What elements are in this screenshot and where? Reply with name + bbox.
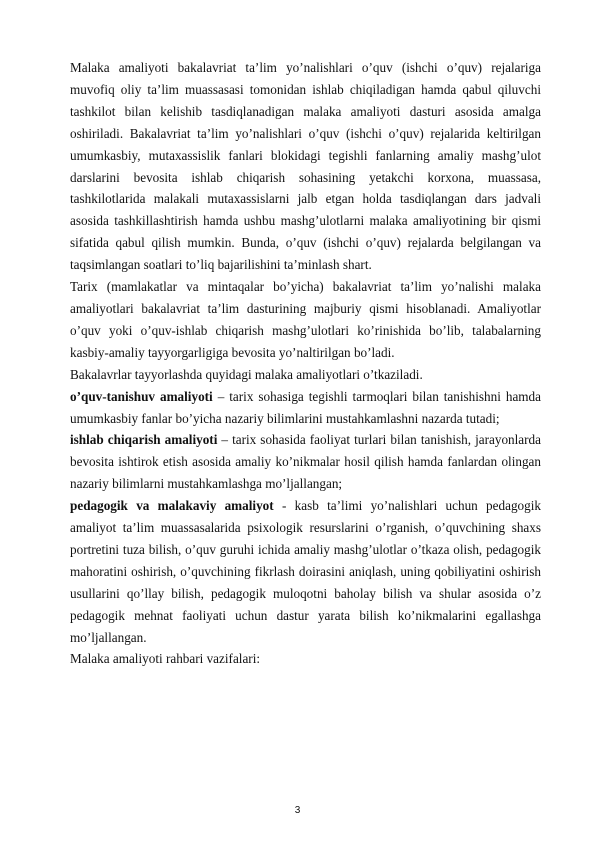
paragraph-production-practice xyxy=(70,429,541,495)
paragraph-study-practice-text: – tarix sohasiga tegishli tarmoqlari bilan tanishishni hamda umumkasbiy fanlar bo’yicha nazariy bilimlarini mustahkamlashni nazarda tutadi; xyxy=(70,388,541,426)
paragraph-study-practice xyxy=(70,386,541,430)
term-pedagogical-practice: pedagogik va malakaviy amaliyot xyxy=(70,498,274,514)
paragraph-history xyxy=(70,276,541,364)
paragraph-supervisor-duties-text: Malaka amaliyoti rahbari vazifalari: xyxy=(70,651,261,667)
document-body xyxy=(70,57,541,670)
paragraph-practice-list-heading xyxy=(70,364,541,386)
paragraph-intro-text: Malaka amaliyoti bakalavriat ta’lim yo’nalishlari o’quv (ishchi o’quv) rejalariga muvofiq oliy ta’lim muassasasi tomonidan ishlab chiqiladigan hamda qabul qiluvchi tashkilot bilan kelishib tasdiqlanadigan malaka amaliyoti dasturi asosida amalga oshiriladi. Bakalavriat ta’lim yo’nalishlari o’quv (ishchi o’quv) rejalarida keltirilgan umumkasbiy, mutaxassislik fanlari blokidagi tegishli fanlarning amaliy mashg’ulot darslarini bevosita ishlab chiqarish sohasining yetakchi korxona, muassasa, tashkilotlarida malakali mutaxassislarni jalb etgan holda tasdiqlangan dars jadvali asosida tashkillashtirish hamda ushbu mashg’ulotlarni malaka amaliyotining bir qismi sifatida qabul qilish mumkin. Bunda, o’quv (ishchi o’quv) rejalarda belgilangan va taqsimlangan soatlari to’liq bajarilishini ta’minlash shart. xyxy=(70,60,541,273)
term-study-practice: o’quv-tanishuv amaliyoti xyxy=(70,388,213,404)
paragraph-intro xyxy=(70,57,541,276)
term-production-practice: ishlab chiqarish amaliyoti xyxy=(70,432,218,448)
paragraph-production-practice-text: – tarix sohasida faoliyat turlari bilan tanishish, jarayonlarda bevosita ishtirok etish asosida amaliy ko’nikmalar hosil qilish hamda fanlardan olingan nazariy bilimlarni mustahkamlashga mo’ljallangan; xyxy=(70,432,541,492)
paragraph-pedagogical-practice-text: - kasb ta’limi yo’nalishlari uchun pedagogik amaliyot ta’lim muassasalarida psixologik resurslarini o’rganish, o’quvchining shaxs portretini tuza bilish, o’quv guruhi ichida amaliy mashg’ulotlar o’tkaza olish, pedagogik mahoratini oshirish, o’quvchining fikrlash doirasini aniqlash, uning qobiliyatini oshirish usullarini qo’llay bilish, pedagogik muloqotni baholay bilish va shular asosida o’z pedagogik mehnat faoliyati uchun dastur yarata bilish ko’nikmalarini egallashga mo’ljallangan. xyxy=(70,498,541,645)
paragraph-supervisor-duties xyxy=(70,648,541,670)
paragraph-pedagogical-practice xyxy=(70,495,541,648)
page-number: 3 xyxy=(294,805,301,816)
paragraph-practice-list-heading-text: Bakalavrlar tayyorlashda quyidagi malaka amaliyotlari o’tkaziladi. xyxy=(70,366,423,382)
paragraph-history-text: Tarix (mamlakatlar va mintaqalar bo’yicha) bakalavriat ta’lim yo’nalishi malaka amaliyotlari bakalavriat ta’lim dasturining majburiy qismi hisoblanadi. Amaliyotlar o’quv yoki o’quv-ishlab chiqarish mashg’ulotlari ko’rinishida bo’lib, talabalarning kasbiy-amaliy tayyorgarligiga bevosita yo’naltirilgan bo’ladi. xyxy=(70,279,541,360)
